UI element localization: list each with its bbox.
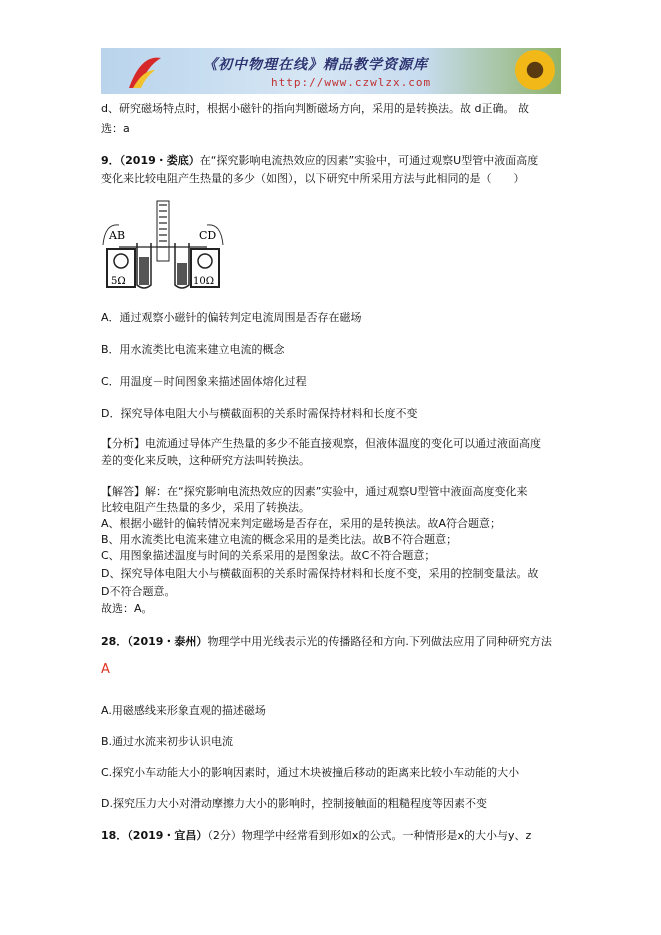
text-line: A、根据小磁针的偏转情况来判定磁场是否存在，采用的是转换法。故A符合题意； <box>101 517 502 530</box>
text-line: 差的变化来反映，这种研究方法叫转换法。 <box>101 454 310 467</box>
question-number: 28． <box>101 635 128 648</box>
option-d: D.探究压力大小对滑动摩擦力大小的影响时，控制接触面的粗糙程度等因素不变 <box>101 797 487 810</box>
option-c: C．用温度－时间图象来描述固体熔化过程 <box>101 375 307 388</box>
resistor-label-left: 5Ω <box>111 276 126 287</box>
resistor-label-right: 10Ω <box>193 276 215 287</box>
analysis-tag: 【分析】 <box>101 437 145 450</box>
option-b: B．用水流类比电流来建立电流的概念 <box>101 343 285 356</box>
label-ab: AB <box>109 229 126 242</box>
text-line: D不符合题意。 <box>101 585 176 598</box>
banner-url: http://www.czwlzx.com <box>271 76 432 89</box>
banner-title: 《初中物理在线》精品教学资源库 <box>203 57 428 73</box>
option-b: B.通过水流来初步认识电流 <box>101 735 234 748</box>
text-line: d、研究磁场特点时，根据小磁针的指向判断磁场方向，采用的是转换法。故 d正确。 故 <box>101 102 529 115</box>
logo-icon <box>121 48 167 94</box>
question-source: （2019・宜昌） <box>127 829 208 842</box>
option-c: C.探究小车动能大小的影响因素时，通过木块被撞后移动的距离来比较小车动能的大小 <box>101 766 520 779</box>
question-source: （2019・泰州） <box>127 635 208 648</box>
answer-letter: A <box>101 662 110 677</box>
question-text: （2分）物理学中经常看到形如x的公式。一种情形是x的大小与y、z <box>207 829 532 842</box>
text-line: 比较电阻产生热量的多少，采用了转换法。 <box>101 501 310 514</box>
u-tube-experiment-figure <box>101 197 225 291</box>
text-line: 选：a <box>101 122 130 135</box>
text-line: C、用图象描述温度与时间的关系采用的是图象法。故C不符合题意； <box>101 549 436 562</box>
text-line: D、探究导体电阻大小与横截面积的关系时需保持材料和长度不变，采用的控制变量法。故 <box>101 567 539 580</box>
label-cd: CD <box>199 229 217 242</box>
question-source: （2019・娄底） <box>119 154 200 167</box>
header-banner <box>101 48 561 94</box>
analysis-paragraph <box>101 436 541 452</box>
question-text: 在“探究影响电流热效应的因素”实验中，可通过观察U型管中液面高度 <box>199 154 539 167</box>
text-line: 变化来比较电阻产生热量的多少（如图），以下研究中所采用方法与此相同的是（ ） <box>101 172 525 185</box>
solution-paragraph <box>101 484 527 500</box>
option-a: A．通过观察小磁针的偏转判定电流周围是否存在磁场 <box>101 311 362 324</box>
text-line: 故选：A。 <box>101 602 153 615</box>
analysis-text: 电流通过导体产生热量的多少不能直接观察，但液体温度的变化可以通过液面高度 <box>145 437 541 450</box>
question-9-stem <box>101 153 538 169</box>
solution-text: 解：在“探究影响电流热效应的因素”实验中，通过观察U型管中液面高度变化来 <box>145 485 528 498</box>
option-a: A.用磁感线来形象直观的描述磁场 <box>101 704 266 717</box>
question-28-stem <box>101 634 552 650</box>
option-d: D．探究导体电阻大小与横截面积的关系时需保持材料和长度不变 <box>101 407 418 420</box>
question-18-stem <box>101 828 531 844</box>
question-number: 9． <box>101 154 120 167</box>
question-number: 18． <box>101 829 128 842</box>
solution-tag: 【解答】 <box>101 485 145 498</box>
question-text: 物理学中用光线表示光的传播路径和方向.下列做法应用了同种研究方法 <box>207 635 552 648</box>
sunflower-image <box>515 50 555 90</box>
text-line: B、用水流类比电流来建立电流的概念采用的是类比法。故B不符合题意； <box>101 533 458 546</box>
